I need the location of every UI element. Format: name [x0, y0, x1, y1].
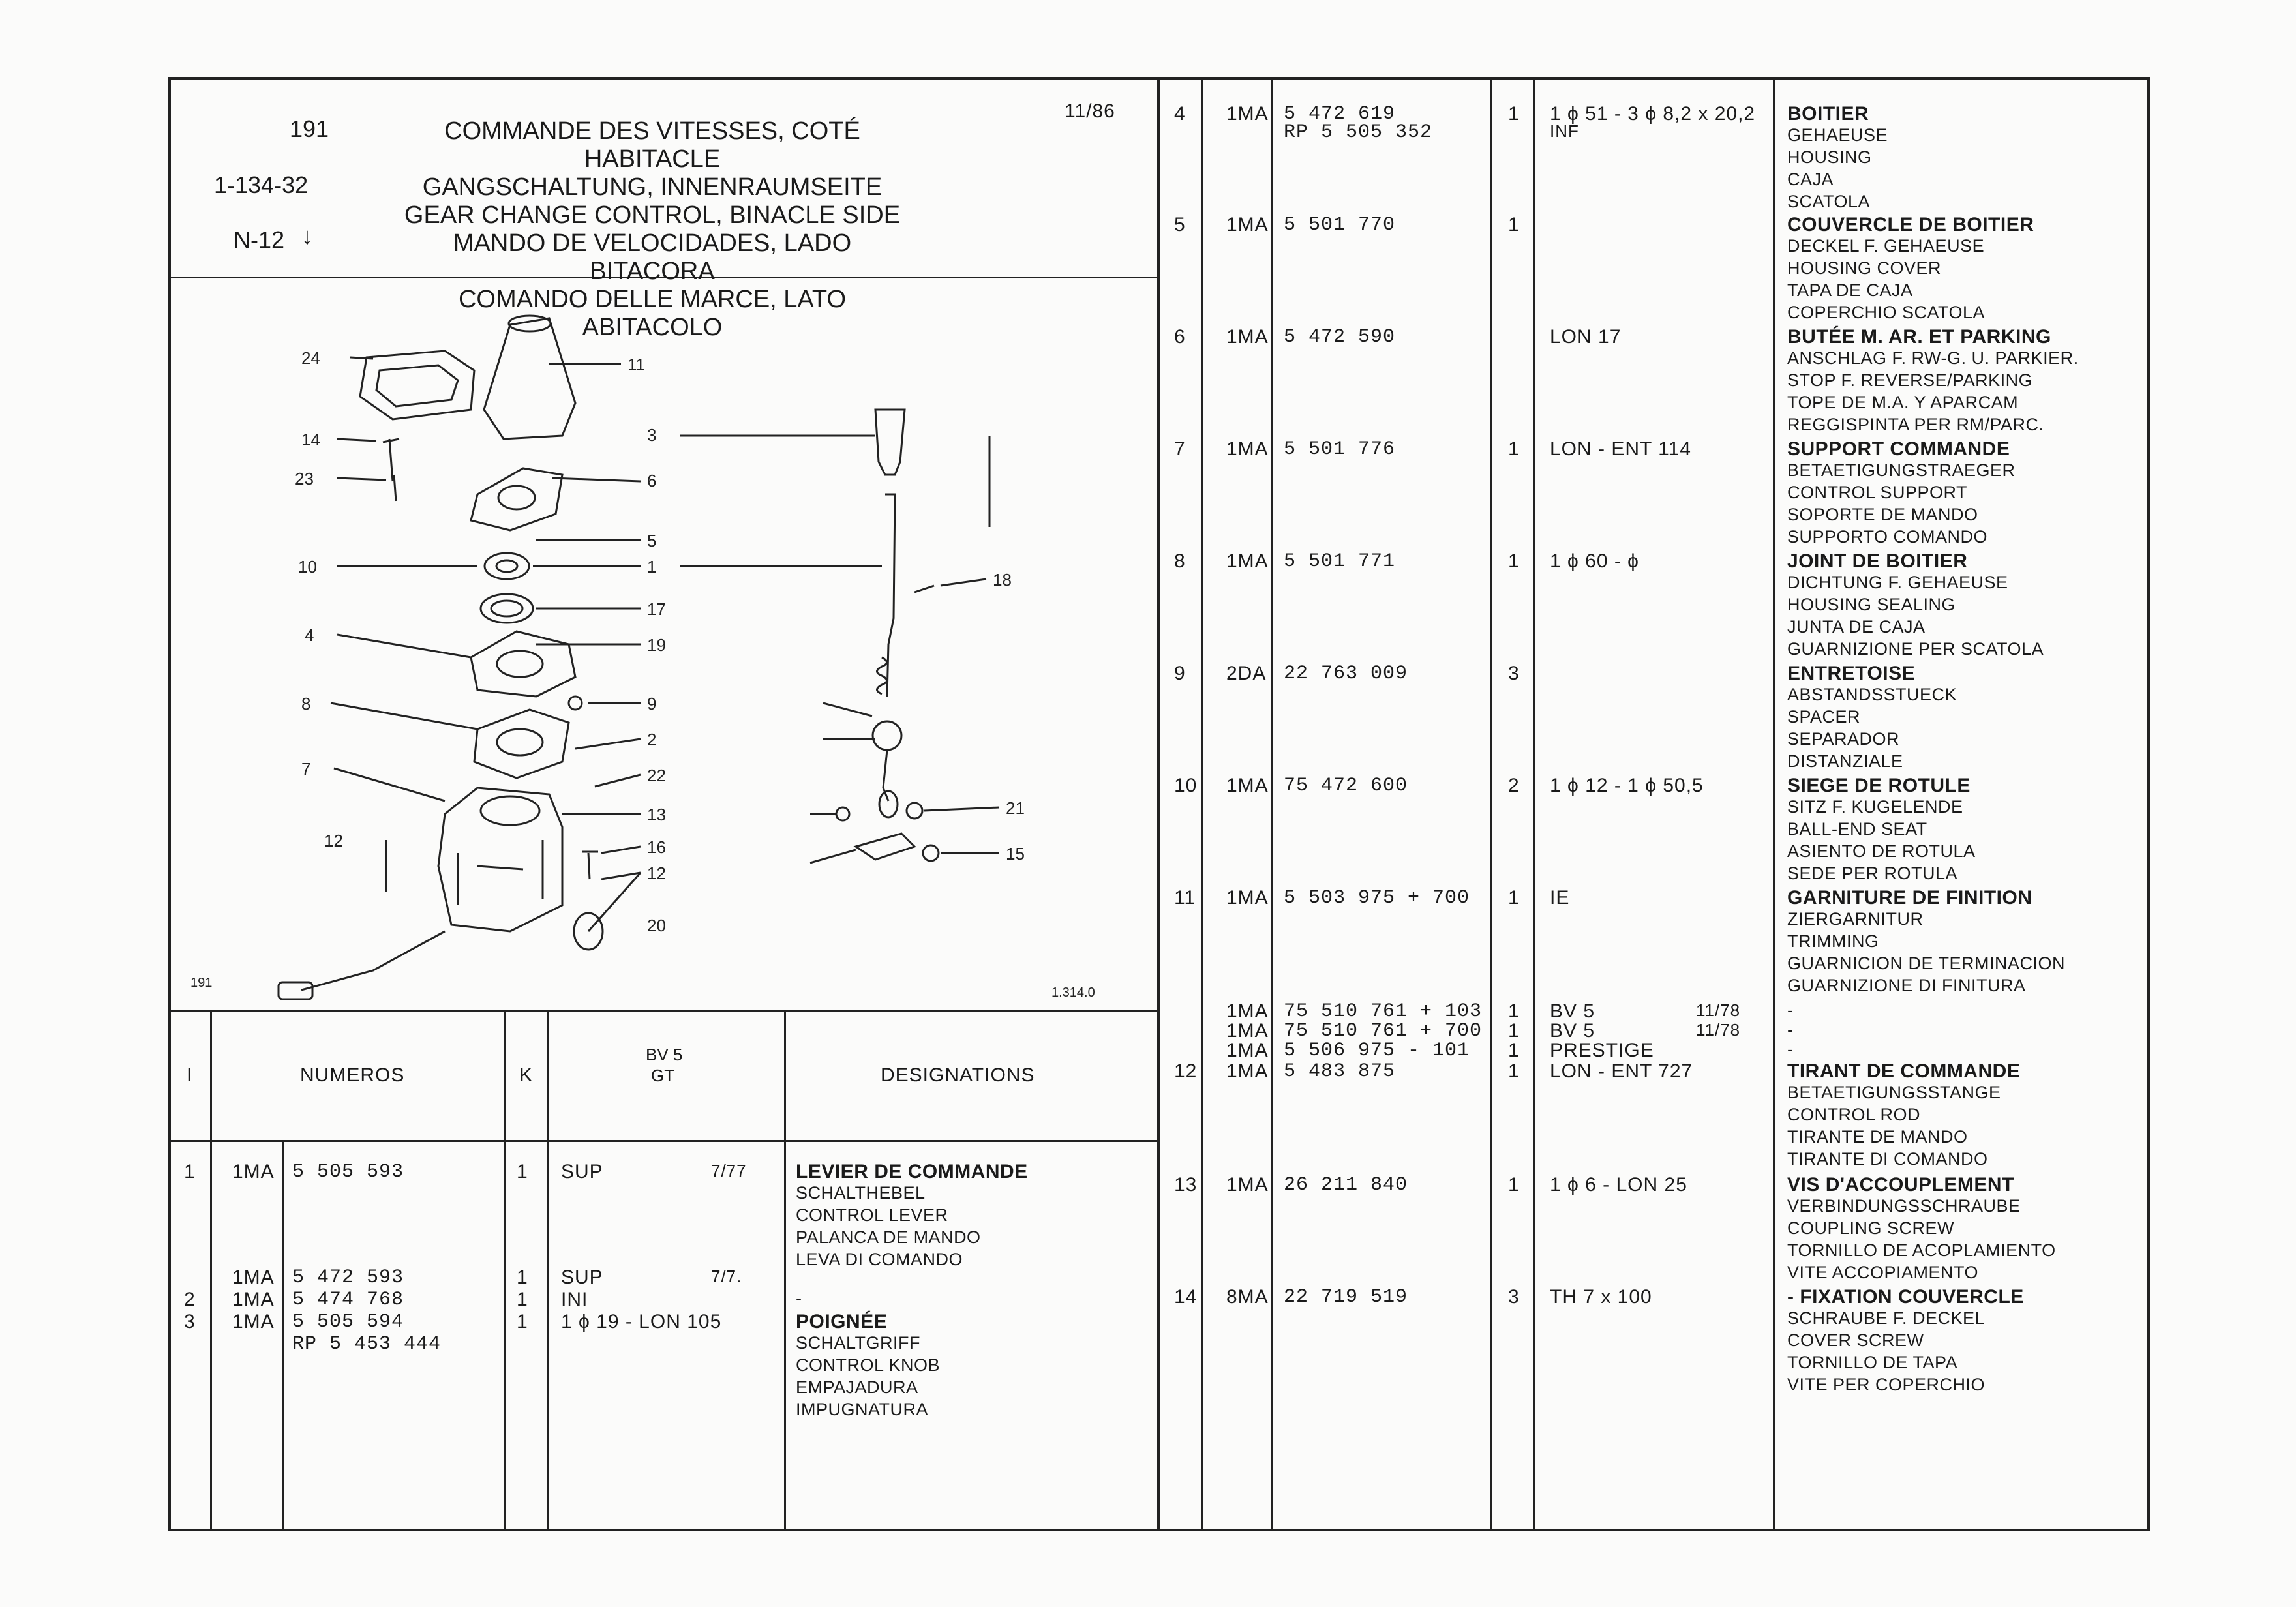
- title-en: GEAR CHANGE CONTROL, BINACLE SIDE: [404, 202, 901, 229]
- row-designations: [1787, 664, 1957, 775]
- row-spec: BV 5: [1550, 1020, 1595, 1042]
- row-number: 5 472 590: [1284, 326, 1396, 348]
- row-prefix: 1MA: [232, 1267, 275, 1288]
- designation-line: SCATOLA: [1787, 192, 1871, 211]
- row-number: 5 505 593: [292, 1161, 404, 1183]
- row-number: 75 510 761 + 103: [1284, 1000, 1483, 1023]
- row-item: 6: [1174, 326, 1186, 348]
- row-number: 5 483 875: [1284, 1060, 1396, 1083]
- designation-line: - FIXATION COUVERCLE: [1787, 1286, 2024, 1308]
- row-prefix: 1MA: [1226, 326, 1269, 348]
- row-item: 7: [1174, 438, 1186, 460]
- row-qty: 1: [1508, 1040, 1520, 1061]
- row-item: 2: [184, 1289, 196, 1310]
- control-rod-part: [301, 931, 445, 990]
- row-number: 5 474 768: [292, 1289, 404, 1311]
- callout-4: 4: [305, 625, 314, 645]
- designation-line: TIRANTE DI COMANDO: [1787, 1149, 1988, 1169]
- ball-seat-part: [485, 553, 529, 579]
- row-date: 7/7.: [711, 1267, 742, 1286]
- row-spec: BV 5: [1550, 1000, 1595, 1022]
- row-qty: 1: [1508, 550, 1520, 572]
- designation-line: SCHALTGRIFF: [796, 1333, 921, 1353]
- designation-line: STOP F. REVERSE/PARKING: [1787, 370, 2033, 390]
- designation-line: VITE PER COPERCHIO: [1787, 1375, 1986, 1394]
- designation-line: SEDE PER ROTULA: [1787, 864, 1958, 883]
- row-designations: [1787, 215, 2034, 326]
- designation-line: SCHRAUBE F. DECKEL: [1787, 1308, 1986, 1328]
- designation-line: GARNITURE DE FINITION: [1787, 887, 2032, 909]
- row-number: 26 211 840: [1284, 1174, 1408, 1196]
- row-item: 10: [1174, 775, 1198, 796]
- designation-line: VIS D'ACCOUPLEMENT: [1787, 1174, 2014, 1195]
- callout-6: 6: [647, 471, 657, 490]
- callout-1: 1: [647, 557, 657, 577]
- designation-line: COVER SCREW: [1787, 1330, 1924, 1350]
- row-spec: 1 ϕ 60 - ϕ: [1550, 550, 1639, 572]
- designation-line: GEHAEUSE: [1787, 125, 1888, 145]
- row-spec: LON 17: [1550, 326, 1622, 348]
- row-qty: 1: [1508, 103, 1520, 125]
- columns-bottom-rule: [168, 1140, 1158, 1142]
- designation-line: SIEGE DE ROTULE: [1787, 775, 1971, 796]
- row-number: 75 510 761 + 700: [1284, 1020, 1483, 1042]
- row-spec: LON - ENT 727: [1550, 1060, 1693, 1082]
- callout-22: 22: [647, 766, 666, 785]
- left-col-number-rule: [504, 1010, 506, 1531]
- row-number: 5 472 593: [292, 1267, 404, 1289]
- row-prefix: 1MA: [232, 1289, 275, 1310]
- designation-line: -: [796, 1289, 802, 1308]
- model-code-2: N-12: [234, 226, 285, 253]
- row-date: 11/78: [1696, 1020, 1741, 1040]
- row-number: 5 501 771: [1284, 550, 1396, 573]
- designation-line: BUTÉE M. AR. ET PARKING: [1787, 326, 2051, 348]
- col-header-k: K: [519, 1064, 534, 1086]
- row-spec: SUP: [561, 1267, 603, 1288]
- designation-line: HOUSING COVER: [1787, 258, 1942, 278]
- row-qty: 1: [1508, 438, 1520, 460]
- row-designations: [1787, 888, 2065, 999]
- designation-line: PALANCA DE MANDO: [796, 1227, 981, 1247]
- row-prefix: 1MA: [1226, 550, 1269, 572]
- designation-line: SITZ F. KUGELENDE: [1787, 797, 1963, 817]
- row-number: 5 501 776: [1284, 438, 1396, 460]
- col-item-rule-right: [1201, 77, 1203, 1531]
- designation-line: SOPORTE DE MANDO: [1787, 505, 1978, 524]
- designation-line: GUARNIZIONE DI FINITURA: [1787, 976, 2026, 995]
- row-designations: [1787, 104, 1888, 215]
- callout-19: 19: [647, 635, 666, 655]
- callout-17: 17: [647, 599, 666, 619]
- designation-line: COPERCHIO SCATOLA: [1787, 303, 1986, 322]
- designation-line: ENTRETOISE: [1787, 663, 1916, 684]
- row-designations: [796, 1312, 940, 1423]
- designation-line: VITE ACCOPIAMENTO: [1787, 1263, 1979, 1282]
- designation-line: JUNTA DE CAJA: [1787, 617, 1926, 637]
- diagram-ref-code: 1.314.0: [1051, 985, 1095, 1000]
- designation-line: TOPE DE M.A. Y APARCAM: [1787, 393, 2019, 412]
- row-number: 22 763 009: [1284, 663, 1408, 685]
- callout-12b: 12: [647, 864, 666, 883]
- row-spec: 1 ϕ 6 - LON 25: [1550, 1174, 1687, 1195]
- callout-15: 15: [1006, 844, 1025, 864]
- designation-line: -: [1787, 1040, 1794, 1059]
- row-prefix: 1MA: [232, 1161, 275, 1182]
- row-spec-alt: INF: [1550, 121, 1579, 141]
- designation-line: REGGISPINTA PER RM/PARC.: [1787, 415, 2044, 434]
- designation-line: TORNILLO DE TAPA: [1787, 1353, 1958, 1372]
- callout-11: 11: [627, 355, 645, 374]
- row-designations: [1787, 776, 1976, 887]
- col-number-rule-right: [1490, 77, 1492, 1531]
- row-qty: 1: [517, 1311, 528, 1332]
- designation-line: COUPLING SCREW: [1787, 1218, 1955, 1238]
- diagram-plate-label: 191: [190, 976, 213, 990]
- designation-line: CONTROL KNOB: [796, 1355, 941, 1375]
- designation-line: SCHALTHEBEL: [796, 1183, 926, 1203]
- designation-line: CAJA: [1787, 170, 1834, 189]
- callout-13: 13: [647, 805, 666, 824]
- row-item: 3: [184, 1311, 196, 1332]
- callout-18: 18: [993, 570, 1012, 590]
- row-number-alt: RP 5 505 352: [1284, 121, 1433, 143]
- row-number: 75 472 600: [1284, 775, 1408, 797]
- row-prefix: 1MA: [1226, 214, 1269, 235]
- row-number: 5 501 770: [1284, 214, 1396, 236]
- diagram-bottom-rule: [168, 1010, 1158, 1012]
- designation-line: POIGNÉE: [796, 1311, 888, 1332]
- row-qty: 3: [1508, 663, 1520, 684]
- designation-line: BETAETIGUNGSSTANGE: [1787, 1083, 2001, 1102]
- callout-5: 5: [647, 531, 657, 550]
- left-col-k-rule: [547, 1010, 549, 1531]
- row-item: 1: [184, 1161, 196, 1182]
- title-it: COMANDO DELLE MARCE, LATO ABITACOLO: [458, 286, 847, 341]
- callout-2: 2: [647, 730, 657, 749]
- row-qty: 1: [1508, 1000, 1520, 1022]
- designation-line: DECKEL F. GEHAEUSE: [1787, 236, 1985, 256]
- designation-line: DISTANZIALE: [1787, 751, 1903, 771]
- row-prefix: 8MA: [1226, 1286, 1269, 1308]
- callout-7: 7: [301, 759, 311, 779]
- model-code-1: 1-134-32: [214, 172, 309, 198]
- row-prefix: 1MA: [1226, 1000, 1269, 1022]
- row-designations: [1787, 1041, 1794, 1063]
- designation-line: ZIERGARNITUR: [1787, 909, 1924, 929]
- designation-line: HOUSING SEALING: [1787, 595, 1956, 614]
- control-support-part: [471, 631, 575, 697]
- header-date: 11/86: [1065, 100, 1115, 122]
- row-qty: 1: [1508, 1060, 1520, 1082]
- row-qty: 1: [1508, 1020, 1520, 1042]
- designation-line: SUPPORT COMMANDE: [1787, 438, 2010, 460]
- row-number: 22 719 519: [1284, 1286, 1408, 1308]
- row-item: 4: [1174, 103, 1186, 125]
- gear-boot-part: [484, 318, 575, 439]
- title-de: GANGSCHALTUNG, INNENRAUMSEITE: [422, 173, 883, 201]
- row-prefix: 1MA: [1226, 1174, 1269, 1195]
- row-spec: IE: [1550, 887, 1570, 909]
- model-arrow-icon: ↓: [301, 222, 313, 249]
- designation-line: COUVERCLE DE BOITIER: [1787, 214, 2034, 235]
- row-date: 11/78: [1696, 1000, 1741, 1020]
- designation-line: SUPPORTO COMANDO: [1787, 527, 1988, 547]
- designation-line: CONTROL LEVER: [796, 1205, 948, 1225]
- row-item: 5: [1174, 214, 1186, 235]
- row-designations: [1787, 327, 2079, 438]
- divider-left-right: [1157, 77, 1160, 1531]
- plate-number: 191: [290, 115, 329, 142]
- row-date: 7/77: [711, 1161, 747, 1180]
- row-item: 8: [1174, 550, 1186, 572]
- callout-14: 14: [301, 430, 320, 449]
- row-prefix: 1MA: [1226, 438, 1269, 460]
- control-knob-part: [875, 410, 905, 475]
- row-item: 13: [1174, 1174, 1198, 1195]
- row-item: 11: [1174, 887, 1196, 909]
- col-header-gt: GT: [651, 1066, 675, 1085]
- designation-line: ABSTANDSSTUECK: [1787, 685, 1957, 704]
- row-designations: [1787, 552, 2044, 663]
- designation-line: TRIMMING: [1787, 931, 1879, 951]
- exploded-diagram: [171, 279, 1156, 1008]
- row-spec: 1 ϕ 12 - 1 ϕ 50,5: [1550, 775, 1704, 796]
- callout-16: 16: [647, 837, 666, 857]
- col-qty-rule-right: [1533, 77, 1535, 1531]
- control-lever-part: [885, 494, 895, 697]
- row-number: 5 506 975 - 101: [1284, 1040, 1470, 1062]
- row-prefix: 1MA: [1226, 887, 1269, 909]
- designation-line: LEVA DI COMANDO: [796, 1250, 963, 1269]
- left-col-prefix-rule: [282, 1140, 284, 1531]
- designation-line: BALL-END SEAT: [1787, 819, 1927, 839]
- designation-line: CONTROL ROD: [1787, 1105, 1921, 1124]
- designation-line: SEPARADOR: [1787, 729, 1900, 749]
- row-spec: LON - ENT 114: [1550, 438, 1691, 460]
- row-qty: 1: [517, 1289, 528, 1310]
- callout-12: 12: [324, 831, 343, 850]
- row-designations: [1787, 440, 2016, 550]
- row-prefix: 1MA: [1226, 1060, 1269, 1082]
- col-header-bv: BV 5: [646, 1045, 683, 1064]
- row-spec: TH 7 x 100: [1550, 1286, 1652, 1308]
- designation-line: TAPA DE CAJA: [1787, 280, 1913, 300]
- row-qty: 1: [1508, 214, 1520, 235]
- row-prefix: 2DA: [1226, 663, 1267, 684]
- designation-line: HOUSING: [1787, 147, 1872, 167]
- row-designations: [796, 1162, 1028, 1273]
- col-header-item: I: [187, 1064, 193, 1086]
- row-designations: [796, 1290, 802, 1312]
- col-header-designations: DESIGNATIONS: [881, 1064, 1035, 1086]
- designation-line: JOINT DE BOITIER: [1787, 550, 1968, 572]
- callout-10: 10: [298, 557, 317, 577]
- row-prefix: 1MA: [1226, 1020, 1269, 1042]
- left-col-spec-rule: [784, 1010, 786, 1531]
- row-designations: [1787, 1175, 2056, 1286]
- designation-line: GUARNIZIONE PER SCATOLA: [1787, 639, 2044, 659]
- row-prefix: 1MA: [1226, 1040, 1269, 1061]
- row-number-alt: RP 5 453 444: [292, 1333, 442, 1355]
- row-spec: SUP: [561, 1161, 603, 1182]
- row-prefix: 1MA: [1226, 103, 1269, 125]
- designation-line: DICHTUNG F. GEHAEUSE: [1787, 573, 2008, 592]
- col-prefix-rule-right: [1271, 77, 1273, 1531]
- designation-line: TIRANTE DE MANDO: [1787, 1127, 1968, 1147]
- row-number: 5 472 619: [1284, 103, 1396, 125]
- designation-line: BETAETIGUNGSTRAEGER: [1787, 460, 2016, 480]
- designation-line: TORNILLO DE ACOPLAMIENTO: [1787, 1240, 2056, 1260]
- col-header-numbers: NUMEROS: [300, 1064, 405, 1086]
- title-fr: COMMANDE DES VITESSES, COTÉ HABITACLE: [444, 117, 860, 173]
- designation-line: BOITIER: [1787, 103, 1869, 125]
- row-spec: 1 ϕ 19 - LON 105: [561, 1311, 722, 1332]
- row-qty: 3: [1508, 1286, 1520, 1308]
- row-spec: 1 ϕ 51 - 3 ϕ 8,2 x 20,2: [1550, 103, 1756, 125]
- row-number: 5 503 975 + 700: [1284, 887, 1470, 909]
- callout-3: 3: [647, 425, 657, 445]
- callout-9: 9: [647, 694, 657, 713]
- row-designations: [1787, 1287, 2024, 1398]
- title-es: MANDO DE VELOCIDADES, LADO BITACORA: [453, 230, 852, 285]
- row-qty: 1: [1508, 887, 1520, 909]
- row-item: 12: [1174, 1060, 1198, 1082]
- designation-line: TIRANT DE COMMANDE: [1787, 1060, 2021, 1082]
- callout-23: 23: [295, 469, 314, 488]
- designation-line: LEVIER DE COMMANDE: [796, 1161, 1028, 1182]
- housing-cover-part: [471, 468, 562, 530]
- row-qty: 2: [1508, 775, 1520, 796]
- row-prefix: 1MA: [1226, 775, 1269, 796]
- designation-line: VERBINDUNGSSCHRAUBE: [1787, 1196, 2021, 1216]
- housing-gasket-part: [474, 710, 569, 778]
- row-item: 9: [1174, 663, 1186, 684]
- row-item: 14: [1174, 1286, 1198, 1308]
- callout-21: 21: [1006, 798, 1025, 818]
- row-number: 5 505 594: [292, 1311, 404, 1333]
- col-spec-rule-right: [1773, 77, 1775, 1531]
- row-spec: INI: [561, 1289, 588, 1310]
- designation-line: CONTROL SUPPORT: [1787, 483, 1968, 502]
- designation-line: GUARNICION DE TERMINACION: [1787, 954, 2066, 973]
- left-col-item-rule: [210, 1010, 212, 1531]
- row-designations: [1787, 1062, 2020, 1173]
- designation-line: EMPAJADURA: [796, 1377, 918, 1397]
- row-qty: 1: [517, 1267, 528, 1288]
- designation-line: ASIENTO DE ROTULA: [1787, 841, 1976, 861]
- row-spec: PRESTIGE: [1550, 1040, 1654, 1061]
- designation-line: -: [1787, 1020, 1794, 1040]
- designation-line: SPACER: [1787, 707, 1861, 727]
- row-qty: 1: [517, 1161, 528, 1182]
- row-qty: 1: [1508, 1174, 1520, 1195]
- row-prefix: 1MA: [232, 1311, 275, 1332]
- designation-line: IMPUGNATURA: [796, 1400, 929, 1419]
- callout-8: 8: [301, 694, 311, 713]
- callout-20: 20: [647, 916, 666, 935]
- designation-line: ANSCHLAG F. RW-G. U. PARKIER.: [1787, 348, 2079, 368]
- designation-line: -: [1787, 1000, 1794, 1020]
- callout-24: 24: [301, 348, 320, 368]
